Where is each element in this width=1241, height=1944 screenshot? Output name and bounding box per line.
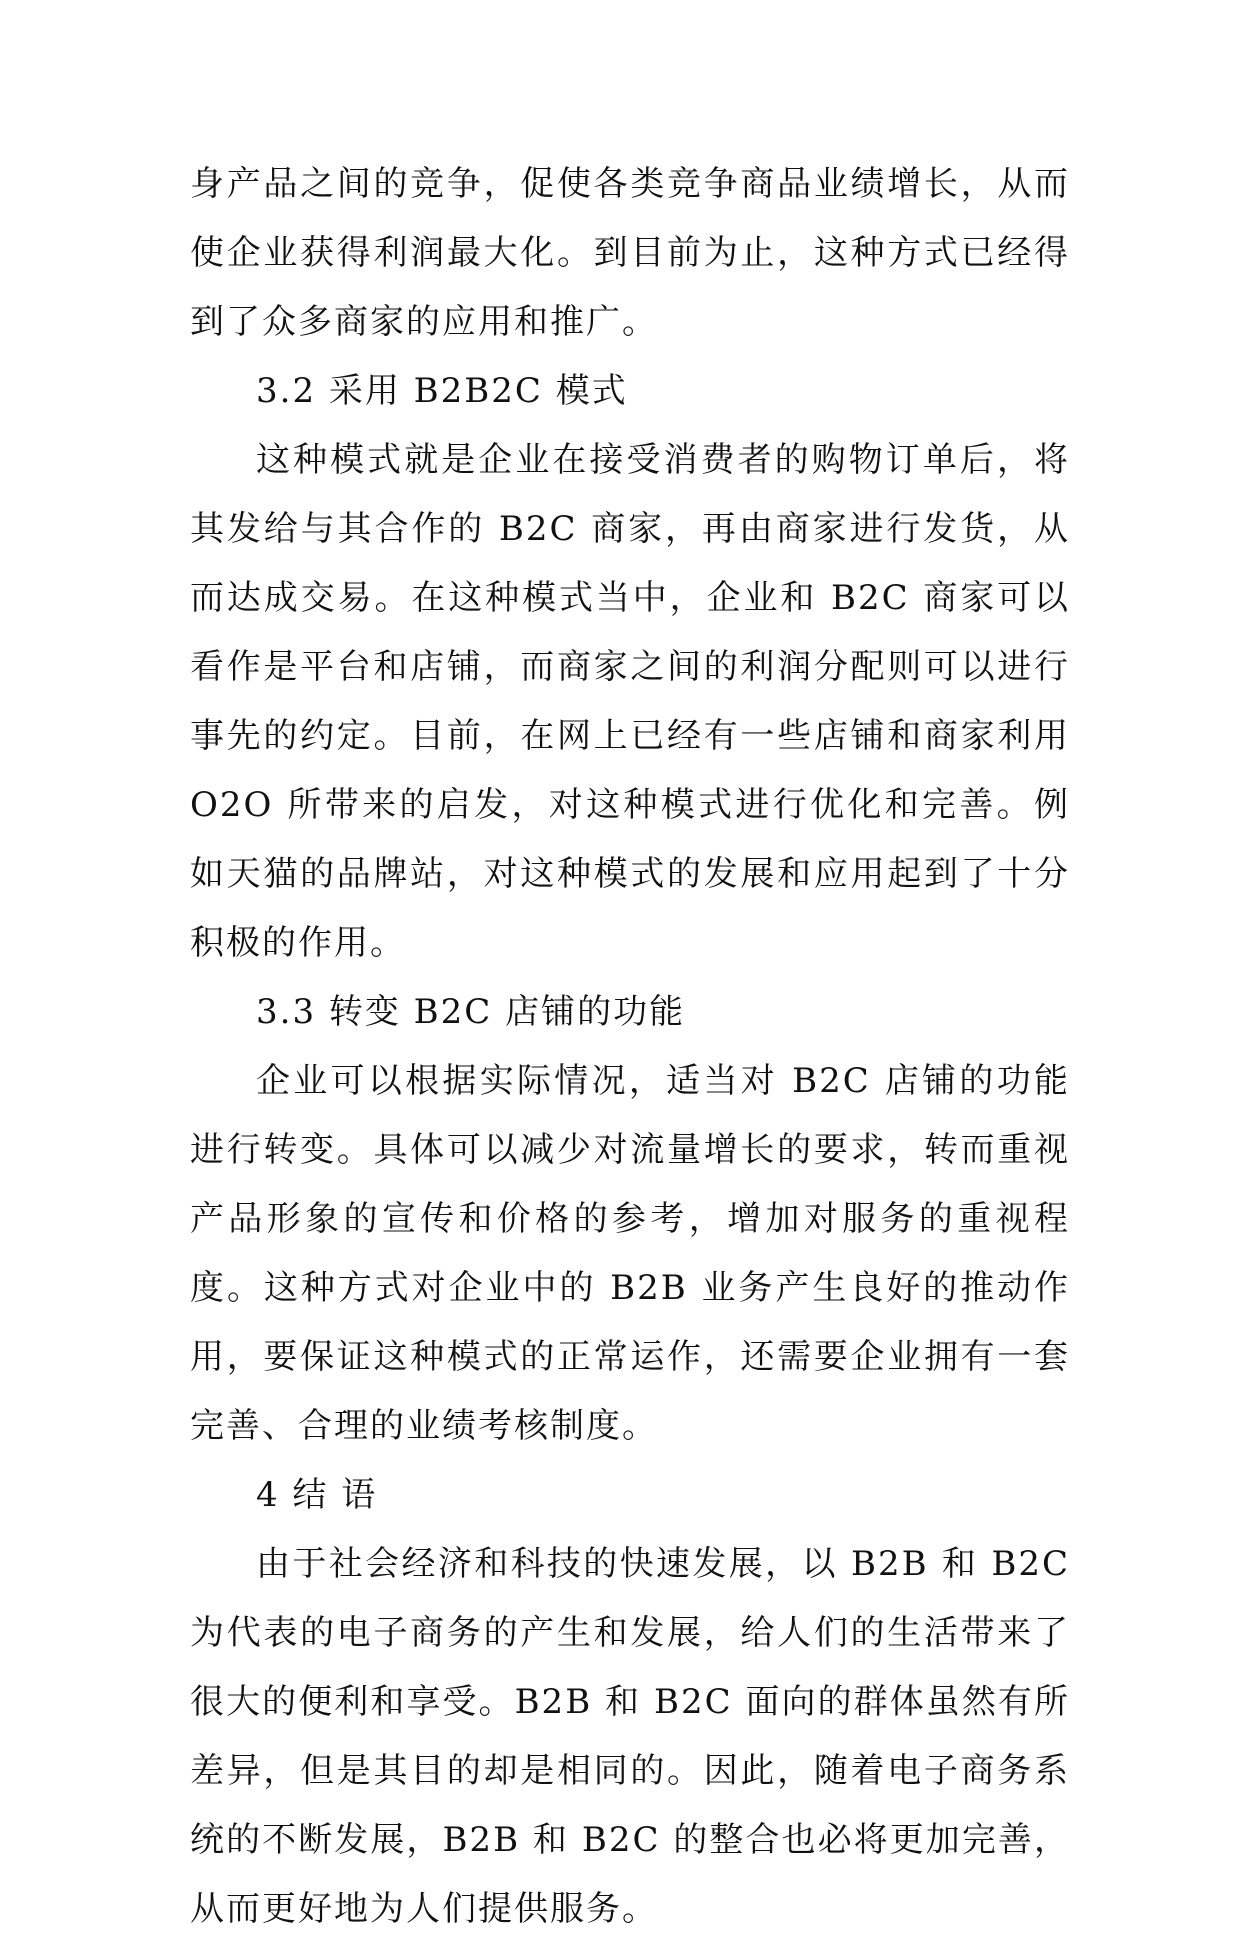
paragraph-b2b2c-model: 这种模式就是企业在接受消费者的购物订单后，将其发给与其合作的 B2C 商家，再由商家进行发货，从而达成交易。在这种模式当中，企业和 B2C 商家可以看作是平台和店铺，而商家之间的利润分配则可以进行事先的约定。目前，在网上已经有一些店铺和商家利用 O2O 所带来的启发，对这种模式进行优化和完善。例如天猫的品牌站，对这种模式的发展和应用起到了十分积极的作用。 [190, 440, 1070, 963]
paragraph-continued: 身产品之间的竞争，促使各类竞争商品业绩增长，从而使企业获得利润最大化。到目前为止，这种方式已经得到了众多商家的应用和推广。 [190, 164, 1070, 342]
section-heading-conclusion: 4 结 语 [256, 1475, 378, 1515]
paragraph-b2c-store-function: 企业可以根据实际情况，适当对 B2C 店铺的功能进行转变。具体可以减少对流量增长的要求，转而重视产品形象的宣传和价格的参考，增加对服务的重视程度。这种方式对企业中的 B2B 业务产生良好的推动作用，要保证这种模式的正常运作，还需要企业拥有一套完善、合理的业绩考核制度。 [190, 1061, 1070, 1446]
section-heading-3-3: 3.3 转变 B2C 店铺的功能 [256, 992, 686, 1032]
paragraph-conclusion: 由于社会经济和科技的快速发展，以 B2B 和 B2C 为代表的电子商务的产生和发展，给人们的生活带来了很大的便利和享受。B2B 和 B2C 面向的群体虽然有所差异，但是其目的却是相同的。因此，随着电子商务系统的不断发展，B2B 和 B2C 的整合也必将更加完善，从而更好地为人们提供服务。 [190, 1544, 1070, 1929]
section-heading-3-2: 3.2 采用 B2B2C 模式 [256, 371, 628, 411]
document-body [190, 150, 1070, 1944]
